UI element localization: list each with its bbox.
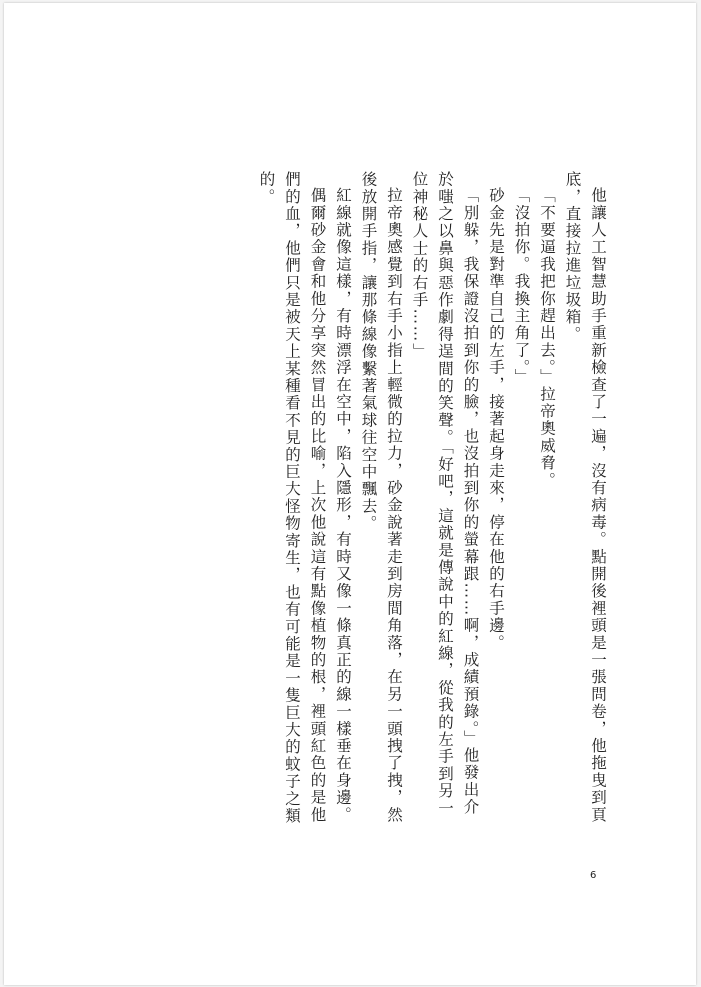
paragraph-2: 「不要逼我把你趕出去。」拉帝奧威脅。 (538, 187, 556, 490)
paragraph-1: 他讓人工智慧助手重新檢查了一遍，沒有病毒。點開後裡頭是一張問卷，他拖曳到頁底，直接拉進垃圾箱。 (563, 171, 607, 824)
paragraph-3: 「沒拍你。我換主角了。」 (512, 187, 531, 386)
paragraph-7: 紅線就像這樣，有時漂浮在空中，陷入隱形，有時又像一條真正的線一樣垂在身邊。 (334, 187, 352, 824)
vertical-text-body (156, 171, 610, 831)
page-number: 6 (590, 870, 597, 881)
paragraph-5: 「別躲，我保證沒拍到你的臉，也沒拍到你的螢幕跟……啊，成績預錄。」他發出介於嗤之以鼻與惡作劇得逞間的笑聲。「好吧，這就是傳說中的紅線，從我的左手到另一位神秘人士的右手……」 (410, 171, 480, 817)
paragraph-6: 拉帝奧感覺到右手小指上輕微的拉力，砂金說著走到房間角落，在另一頭拽了拽，然後放開手指，讓那條線像繫著氣球往空中飄去。 (359, 171, 403, 824)
paragraph-4: 砂金先是對準自己的左手，接著起身走來，停在他的右手邊。 (487, 187, 505, 652)
paragraph-8: 偶爾砂金會和他分享突然冒出的比喻，上次他說這有點像植物的根，裡頭紅色的是他們的血，他們只是被天上某種看不見的巨大怪物寄生，也有可能是一隻巨大的蚊子之類的。 (257, 171, 327, 825)
document-page (4, 3, 696, 985)
